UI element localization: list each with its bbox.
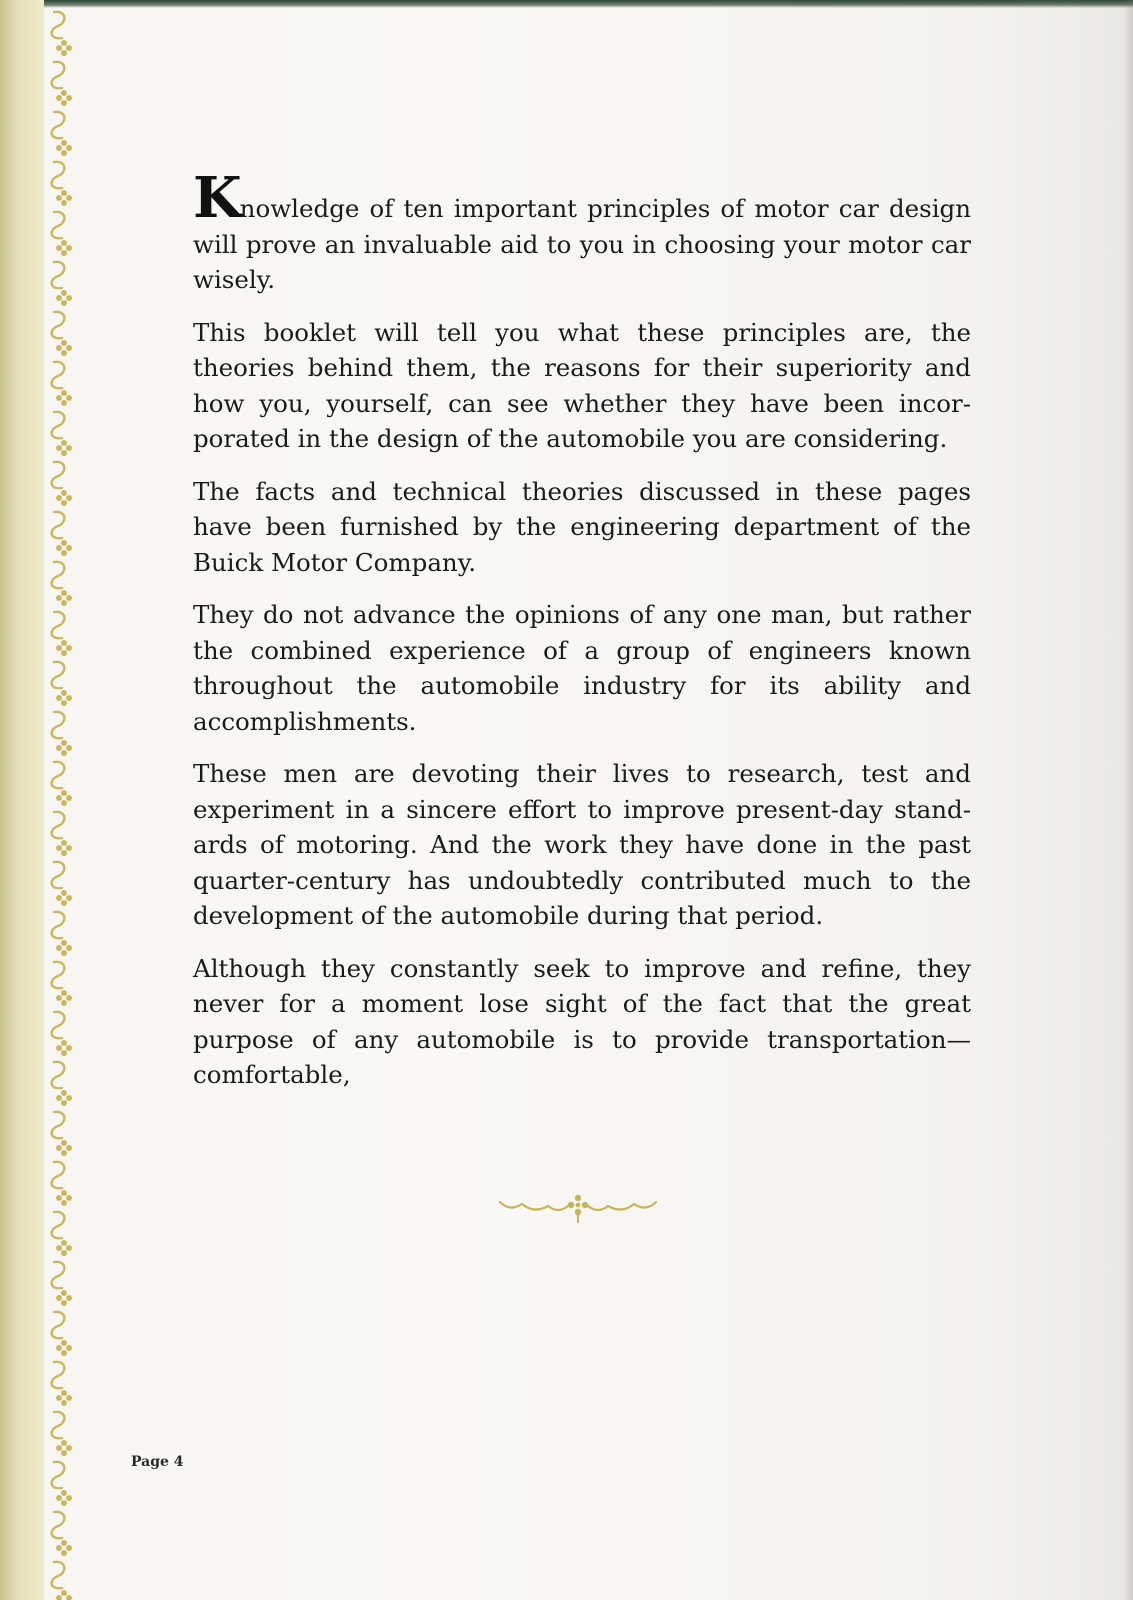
vine-leaf [56,740,72,756]
vine-leaf [56,1040,72,1056]
vine-leaf [56,1440,72,1456]
ornament-left-swag [500,1202,568,1210]
paragraph-5: These men are devoting their lives to research, test and experiment in a sincere effort to improve present-day standards of motoring. And the work they have done in the past quarter-century has undoubtedly contributed much to the development of the automobile during that period. [193,759,971,930]
vine-leaf [56,840,72,856]
vine-leaf [56,340,72,356]
ornament-center-left [568,1202,574,1208]
vine-curl [52,962,65,988]
vine-curl [52,162,65,188]
paragraph-2: This booklet will tell you what these principles are, the theories behind them, the reasons for their superiority and how you, yourself, can see whether they have been incorporated in the design of the automobile you are considering. [193,317,971,453]
vine-curl [52,1562,65,1588]
vine-leaf [56,1240,72,1256]
vine-leaf [56,1140,72,1156]
vine-curl [52,312,65,338]
paragraph-6: Although they constantly seek to improve and refine, they never for a moment lose sight of the fact that the great purpose of any automobile is to provide transportation—comfortable, [193,953,971,1089]
vine-curl [52,662,65,688]
vine-leaf [56,1340,72,1356]
vine-curl [52,862,65,888]
ornament-right-swag [588,1202,656,1210]
vine-curl [52,812,65,838]
vine-leaf [56,140,72,156]
page-edge-shadow [1123,0,1133,1600]
paragraph-1 [193,165,971,298]
vine-curl [52,912,65,938]
vine-leaf [56,890,72,906]
vine-leaf [56,940,72,956]
vine-leaf [56,40,72,56]
vine-curl [52,1162,65,1188]
vine-curl [52,112,65,138]
vine-curl [52,462,65,488]
vine-curl [52,762,65,788]
vine-curl [52,62,65,88]
vine-curl [52,1062,65,1088]
vine-curl [52,712,65,738]
vine-leaf [56,990,72,1006]
vine-curl [52,1512,65,1538]
vine-leaf [56,440,72,456]
vine-curl [52,512,65,538]
ornament-center-top [575,1195,581,1201]
vine-leaf [56,190,72,206]
drop-cap: K [193,165,240,231]
vine-leaf [56,540,72,556]
vine-curl [52,1412,65,1438]
vine-leaf [56,590,72,606]
vine-leaf [56,240,72,256]
body-text [193,165,971,1110]
page-top-edge [0,0,1133,8]
paragraph-3: The facts and technical theories discussed in these pages have been furnished by the engineering department of the Buick Motor Company. [193,476,971,577]
vine-leaf [56,640,72,656]
paragraph-1-text: nowledge of ten important principles of motor car design will prove an invaluable aid to you in choosing your motor car wisely. [193,194,971,294]
vine-curl [52,362,65,388]
vine-leaf [56,1090,72,1106]
vine-curl [52,262,65,288]
vine-leaf [56,1290,72,1306]
vine-curl [52,212,65,238]
vine-curl [52,562,65,588]
vine-curl [52,12,65,38]
vine-curl [52,1212,65,1238]
vine-leaf [56,490,72,506]
vine-curl [52,1012,65,1038]
vine-leaf [56,1190,72,1206]
vine-curl [52,412,65,438]
vine-leaf [56,690,72,706]
vine-leaf [56,290,72,306]
vine-curl [52,1112,65,1138]
vine-leaf [56,390,72,406]
vine-curl [52,1312,65,1338]
vine-curl [52,1462,65,1488]
vine-leaf [56,1540,72,1556]
ornament-center-core [576,1203,581,1208]
paragraph-4: They do not advance the opinions of any one man, but rather the combined experience of a group of engineers known throughout the automobile industry for its ability and accomplishments. [193,600,971,736]
vine-curl [52,1362,65,1388]
vine-leaf [56,1590,72,1600]
vine-leaf [56,790,72,806]
page-number: Page 4 [131,1454,184,1470]
vine-leaf [56,1390,72,1406]
vine-curl [52,1262,65,1288]
page-binding-strip [0,0,44,1600]
floral-vine-border-icon [44,8,88,1600]
fleuron-divider-icon [498,1190,658,1226]
vine-leaf [56,1490,72,1506]
ornament-center-right [582,1202,588,1208]
vine-curl [52,612,65,638]
vine-leaf [56,90,72,106]
